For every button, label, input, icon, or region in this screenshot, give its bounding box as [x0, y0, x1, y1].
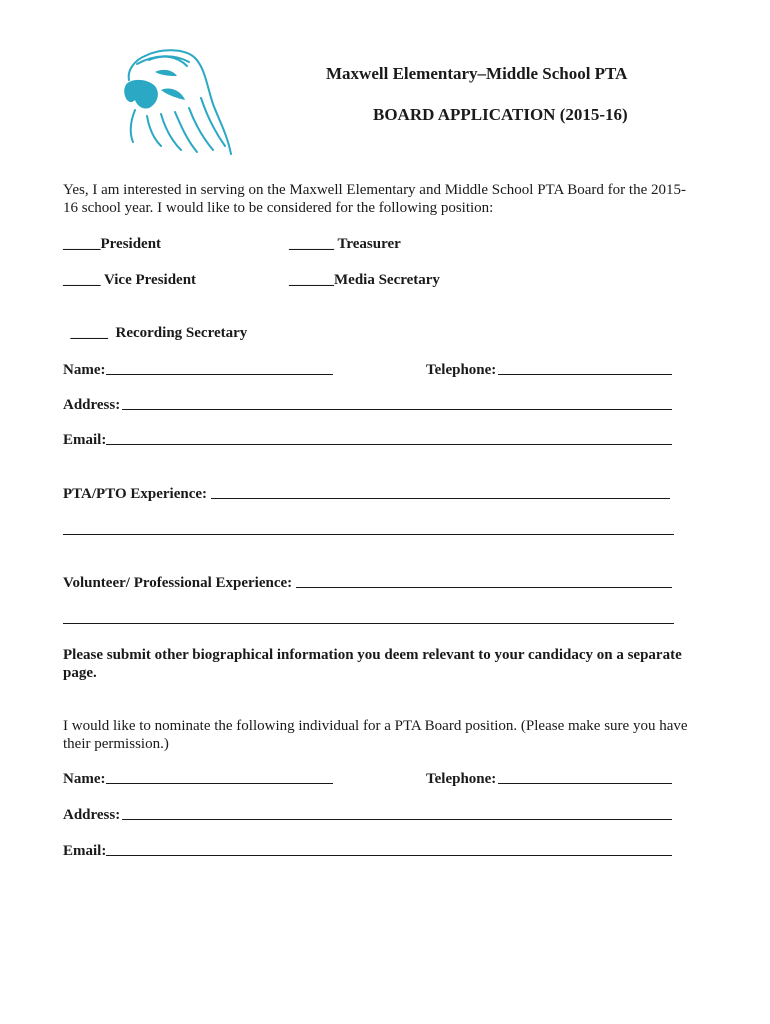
position-media-secretary[interactable]: [289, 272, 440, 289]
nomination-line-2: their permission.): [63, 736, 169, 752]
position-vice-president[interactable]: [63, 272, 196, 289]
applicant-address-field[interactable]: [122, 397, 672, 410]
position-label: President: [100, 236, 162, 252]
volunteer-experience-label: Volunteer/ Professional Experience:: [63, 575, 293, 591]
nominee-telephone-field[interactable]: [498, 771, 672, 784]
nomination-line-1: I would like to nominate the following individual for a PTA Board position. (Please make sure you have: [63, 718, 688, 734]
form-subtitle: BOARD APPLICATION (2015-16): [373, 105, 628, 124]
eagle-eye: [155, 70, 177, 76]
applicant-email-field[interactable]: [106, 432, 672, 445]
submit-note-line-2: page.: [63, 665, 97, 681]
eagle-beak: [124, 80, 158, 109]
nominee-name-field[interactable]: [106, 771, 333, 784]
position-label: Recording Secretary: [108, 325, 248, 341]
applicant-name-field[interactable]: [106, 362, 333, 375]
eagle-feather: [189, 108, 213, 150]
volunteer-experience-field[interactable]: [296, 575, 672, 588]
nominee-address-label: Address:: [63, 807, 121, 823]
applicant-email-label: Email:: [63, 432, 107, 448]
nominee-email-label: Email:: [63, 843, 107, 859]
pta-experience-label: PTA/PTO Experience:: [63, 486, 208, 502]
applicant-telephone-field[interactable]: [498, 362, 672, 375]
position-label: Media Secretary: [334, 272, 440, 288]
position-blank: ______: [289, 272, 334, 288]
nominee-name-label: Name:: [63, 771, 106, 787]
intro-line-2: 16 school year. I would like to be considered for the following position:: [63, 200, 494, 216]
volunteer-experience-field-line-2[interactable]: [63, 611, 674, 624]
position-recording-secretary[interactable]: [63, 308, 247, 342]
submit-note-line-1: Please submit other biographical information you deem relevant to your candidacy on a separate: [63, 647, 682, 663]
pta-experience-field[interactable]: [211, 486, 670, 499]
nominee-email-field[interactable]: [106, 843, 672, 856]
position-blank: _____: [63, 272, 101, 288]
position-blank: ______: [289, 236, 334, 252]
eagle-head-logo: [115, 46, 233, 158]
eagle-neck: [131, 110, 135, 142]
position-label: Vice President: [100, 272, 197, 288]
position-president[interactable]: [63, 236, 161, 253]
pta-experience-field-line-2[interactable]: [63, 522, 674, 535]
eagle-feather: [147, 116, 161, 146]
applicant-name-label: Name:: [63, 362, 106, 378]
position-blank: _____: [63, 236, 101, 252]
position-treasurer[interactable]: [289, 236, 401, 253]
nominee-address-field[interactable]: [122, 807, 672, 820]
nominee-telephone-label: Telephone:: [426, 771, 497, 787]
eagle-cheek: [161, 88, 185, 100]
position-blank: _____: [70, 325, 108, 341]
intro-line-1: Yes, I am interested in serving on the Maxwell Elementary and Middle School PTA Board for the 2015-: [63, 182, 686, 198]
applicant-telephone-label: Telephone:: [426, 362, 497, 378]
applicant-address-label: Address:: [63, 397, 121, 413]
eagle-head-outline: [129, 56, 145, 80]
position-label: Treasurer: [334, 236, 401, 252]
form-title: Maxwell Elementary–Middle School PTA: [326, 64, 628, 83]
